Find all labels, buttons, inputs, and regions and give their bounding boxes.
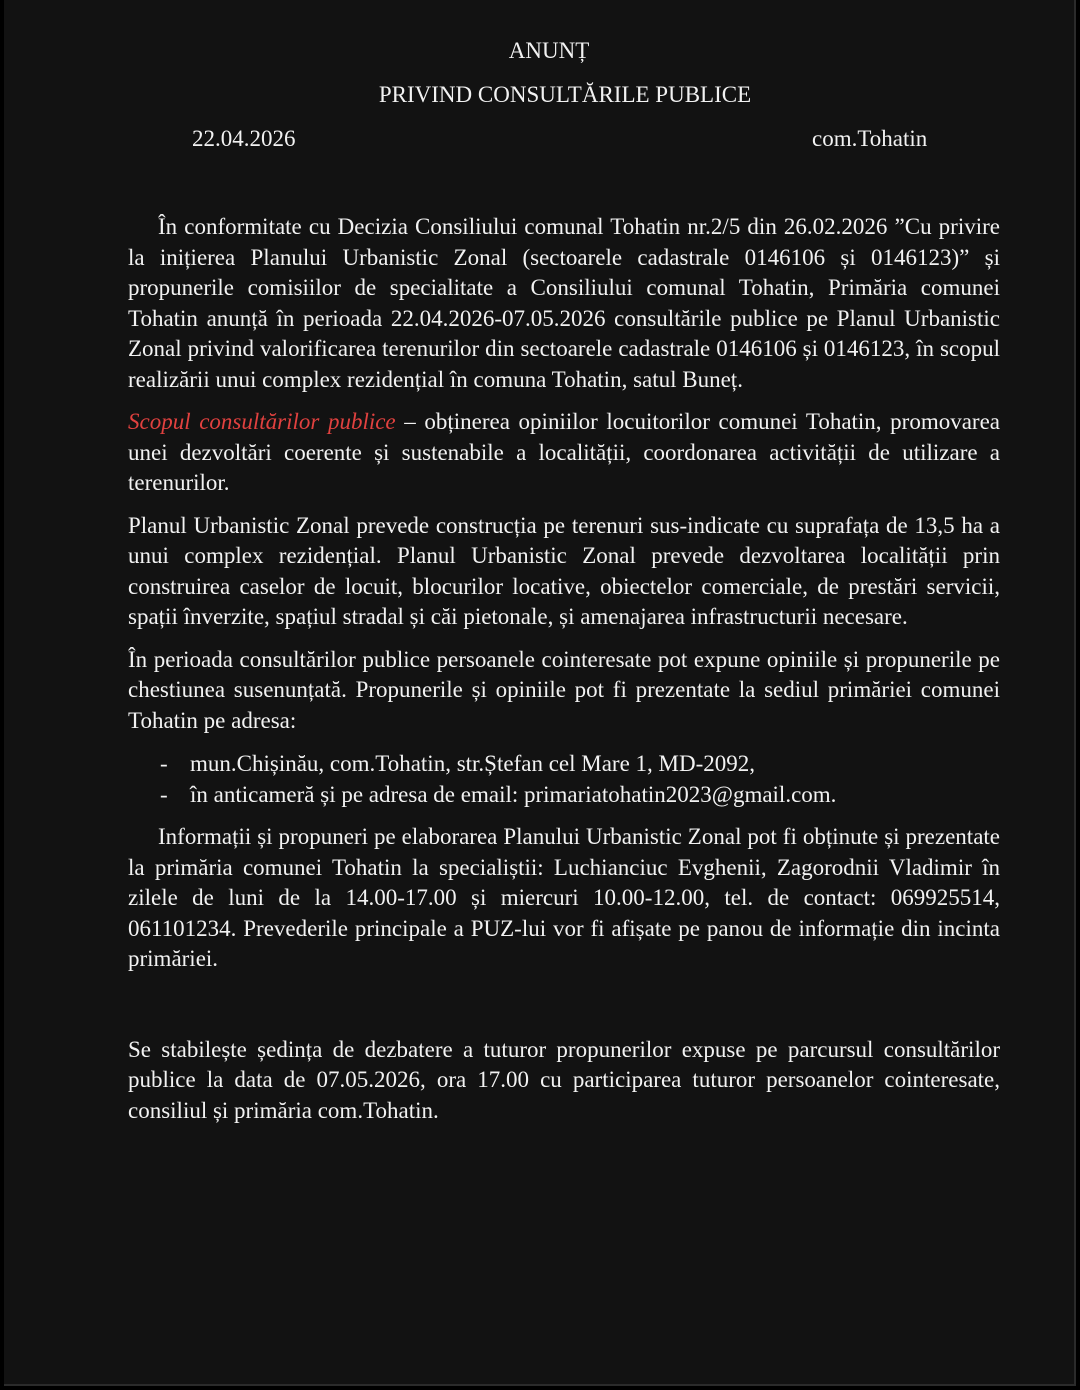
- email-text: în anticameră și pe adresa de email: primariatohatin2023@gmail.com.: [190, 782, 837, 807]
- paragraph-contacts: Informații și propuneri pe elaborarea Planului Urbanistic Zonal pot fi obținute și prezentate la primăria comunei Tohatin la specialiștii: Luchianciuc Evghenii, Zagorodnii Vladimir în zilele de luni de la 14.00-17.00 și miercuri 10.00-12.00, tel. de contact: 069925514, 061101234. Prevederile principale a PUZ-lui vor fi afișate pe panou de informație din incinta primăriei.: [128, 824, 1000, 971]
- address-text: mun.Chișinău, com.Tohatin, str.Ștefan cel Mare 1, MD-2092,: [190, 751, 755, 776]
- paragraph-purpose: [128, 407, 1000, 499]
- paragraph-intro: În conformitate cu Decizia Consiliului comunal Tohatin nr.2/5 din 26.02.2026 ”Cu privire la inițierea Planului Urbanistic Zonal (sectoarele cadastrale 0146106 și 0146123)” și propunerile comisiilor de specialitate a Consiliului comunal Tohatin, Primăria comunei Tohatin anunță în perioada 22.04.2026-07.05.2026 consultările publice pe Planul Urbanistic Zonal privind valorificarea terenurilor din sectoarele cadastrale 0146106 și 0146123, în scopul realizării unui complex rezidențial în comuna Tohatin, satul Buneț.: [128, 214, 1000, 392]
- document-page: [4, 0, 1076, 1386]
- bullet-dash: -: [160, 751, 168, 776]
- list-item: [128, 779, 1000, 810]
- address-list: [128, 748, 1000, 810]
- announcement-place: com.Tohatin: [812, 126, 928, 151]
- document-body: [128, 212, 1000, 1138]
- purpose-text: – obținerea opiniilor locuitorilor comunei Tohatin, promovarea unei dezvoltări coerente și sustenabile a localității, coordonarea activității de utilizare a terenurilor.: [128, 409, 1001, 495]
- announcement-date: 22.04.2026: [192, 126, 296, 151]
- purpose-highlight: Scopul consultărilor publice: [128, 409, 396, 434]
- document-title: ANUNȚ: [508, 38, 590, 63]
- document-subtitle: PRIVIND CONSULTĂRILE PUBLICE: [378, 82, 752, 107]
- list-item: [128, 748, 1000, 779]
- paragraph-plan: Planul Urbanistic Zonal prevede construcția pe terenuri sus-indicate cu suprafața de 13,5 ha a unui complex rezidențial. Planul Urbanistic Zonal prevede dezvoltarea localității prin construirea caselor de locuit, blocurilor locative, obiectelor comerciale, de prestări servicii, spații înverzite, spațiul stradal și căi pietonale, și amenajarea infrastructurii necesare.: [128, 512, 1000, 629]
- spacer: [128, 987, 1000, 1035]
- paragraph-consultation: În perioada consultărilor publice persoanele cointeresate pot expune opiniile și propunerile pe chestiunea susenunțată. Propunerile și opiniile pot fi prezentate la sediul primăriei comunei Tohatin pe adresa:: [128, 646, 1000, 733]
- bullet-dash: -: [160, 782, 168, 807]
- paragraph-meeting: Se stabilește ședința de dezbatere a tuturor propunerilor expuse pe parcursul consultărilor publice la data de 07.05.2026, ora 17.00 cu participarea tuturor persoanelor cointeresate, consiliul și primăria com.Tohatin.: [128, 1036, 1000, 1123]
